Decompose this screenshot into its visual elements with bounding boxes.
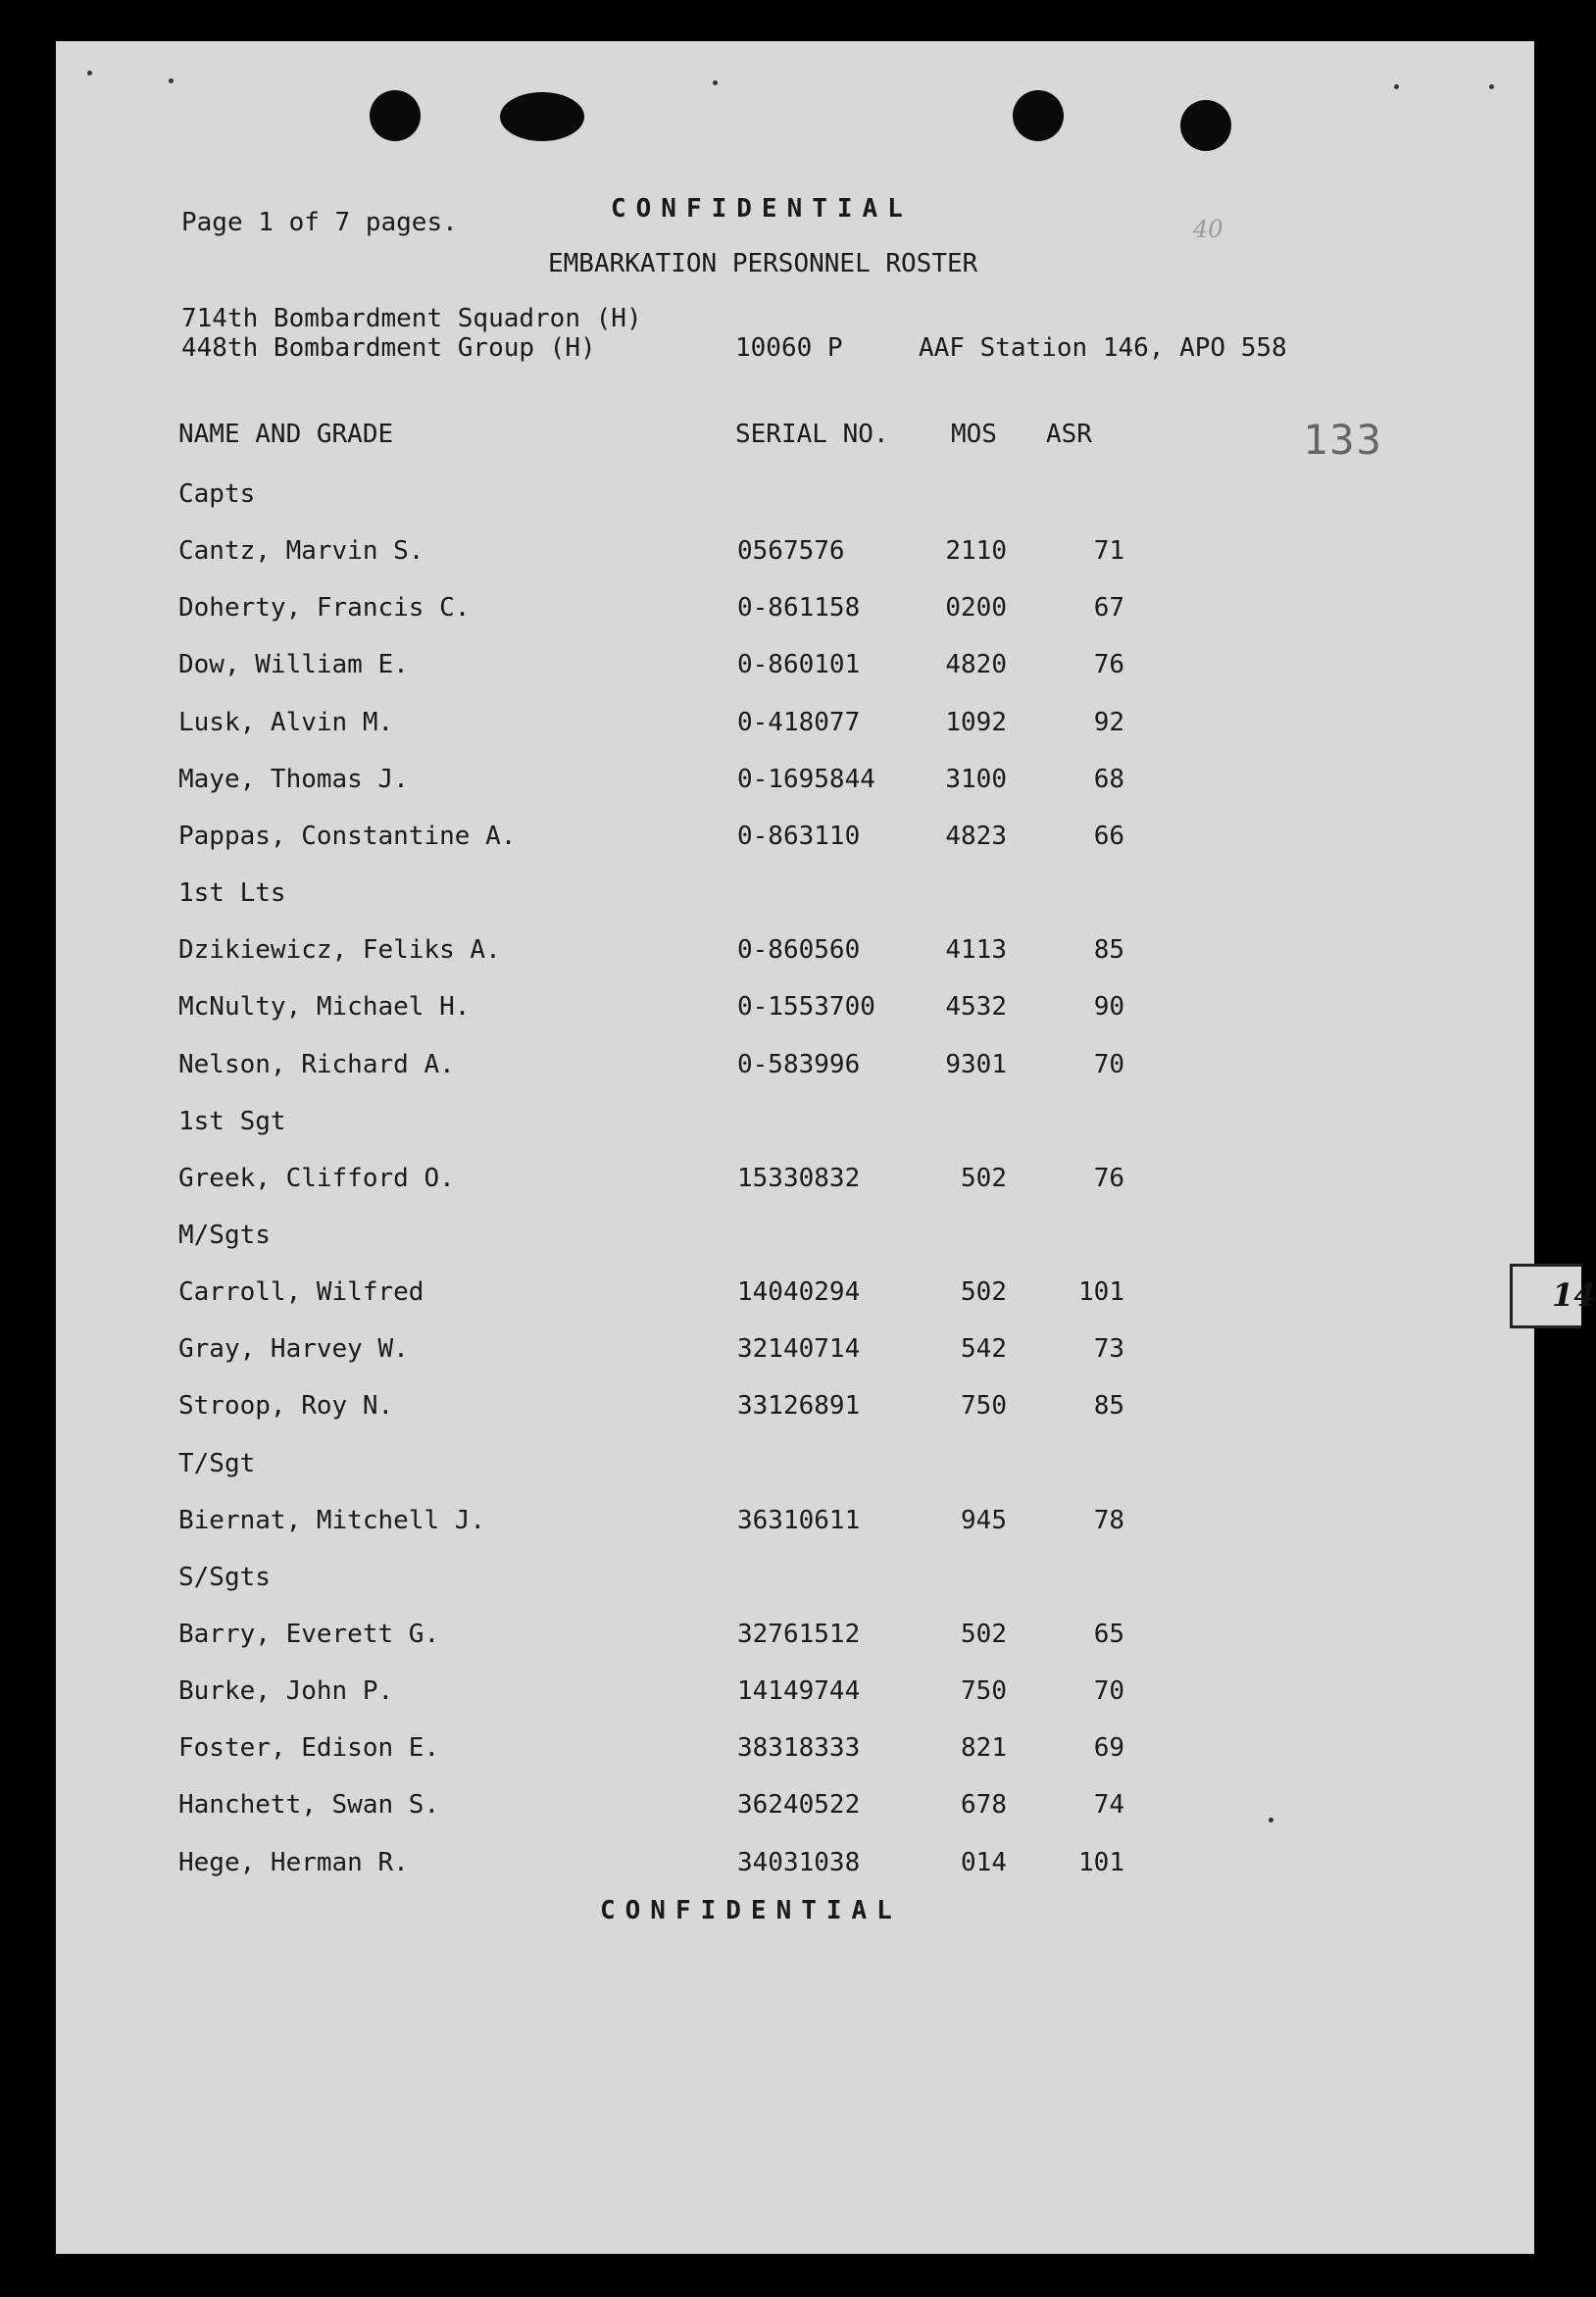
grade-group-heading	[56, 1563, 1534, 1592]
punch-hole	[370, 90, 421, 141]
stamp-number: 133	[1303, 416, 1383, 464]
serial-cell: 0-861158	[737, 593, 861, 623]
header-asr: ASR	[1046, 420, 1092, 449]
punch-hole	[500, 92, 584, 141]
asr-cell: 78	[1093, 1506, 1124, 1535]
grade-label: T/Sgt	[178, 1449, 256, 1478]
name-cell: Greek, Clifford O.	[178, 1164, 455, 1193]
header-serial: SERIAL NO.	[735, 420, 889, 449]
name-cell: Hege, Herman R.	[178, 1848, 409, 1877]
speck	[169, 78, 174, 83]
asr-cell: 76	[1093, 650, 1124, 679]
mos-cell: 014	[961, 1848, 1007, 1877]
serial-cell: 33126891	[737, 1391, 861, 1421]
name-cell: Dzikiewicz, Feliks A.	[178, 935, 501, 965]
tab-mark: 14	[1552, 1276, 1596, 1314]
table-row	[56, 1164, 1534, 1193]
serial-cell: 36310611	[737, 1506, 861, 1535]
mos-cell: 945	[961, 1506, 1007, 1535]
name-cell: Burke, John P.	[178, 1676, 394, 1706]
table-row	[56, 650, 1534, 679]
unit-group: 448th Bombardment Group (H)	[181, 333, 596, 363]
page-label: Page 1 of 7 pages.	[181, 208, 458, 237]
table-row	[56, 1676, 1534, 1706]
index-tab	[1510, 1264, 1596, 1328]
grade-group-heading	[56, 479, 1534, 509]
name-cell: Maye, Thomas J.	[178, 765, 409, 794]
mos-cell: 1092	[945, 708, 1007, 737]
mos-cell: 750	[961, 1676, 1007, 1706]
name-cell: Carroll, Wilfred	[178, 1277, 424, 1307]
serial-cell: 32140714	[737, 1334, 861, 1364]
mos-cell: 821	[961, 1733, 1007, 1763]
asr-cell: 90	[1093, 992, 1124, 1022]
punch-hole	[1180, 100, 1231, 151]
speck	[713, 80, 718, 85]
name-cell: Foster, Edison E.	[178, 1733, 440, 1763]
classification-bottom: CONFIDENTIAL	[600, 1896, 902, 1925]
grade-group-heading	[56, 1221, 1534, 1250]
mos-cell: 3100	[945, 765, 1007, 794]
serial-cell: 0-583996	[737, 1050, 861, 1079]
grade-label: Capts	[178, 479, 256, 509]
serial-cell: 38318333	[737, 1733, 861, 1763]
asr-cell: 101	[1078, 1848, 1124, 1877]
header-name-grade: NAME AND GRADE	[178, 420, 394, 449]
serial-cell: 36240522	[737, 1790, 861, 1820]
grade-label: M/Sgts	[178, 1221, 271, 1250]
grade-group-heading	[56, 1107, 1534, 1136]
mos-cell: 4823	[945, 822, 1007, 851]
name-cell: Stroop, Roy N.	[178, 1391, 394, 1421]
table-row	[56, 1050, 1534, 1079]
mos-cell: 4820	[945, 650, 1007, 679]
asr-cell: 67	[1093, 593, 1124, 623]
asr-cell: 69	[1093, 1733, 1124, 1763]
serial-cell: 0567576	[737, 536, 845, 566]
name-cell: Pappas, Constantine A.	[178, 822, 517, 851]
mos-cell: 4113	[945, 935, 1007, 965]
pencil-note: 40	[1193, 216, 1223, 243]
speck	[1394, 84, 1399, 89]
asr-cell: 70	[1093, 1050, 1124, 1079]
name-cell: Doherty, Francis C.	[178, 593, 471, 623]
serial-cell: 0-863110	[737, 822, 861, 851]
name-cell: McNulty, Michael H.	[178, 992, 471, 1022]
name-cell: Cantz, Marvin S.	[178, 536, 424, 566]
speck	[87, 71, 92, 75]
table-row	[56, 1790, 1534, 1820]
mos-cell: 750	[961, 1391, 1007, 1421]
serial-cell: 0-860101	[737, 650, 861, 679]
table-row	[56, 1620, 1534, 1649]
name-cell: Biernat, Mitchell J.	[178, 1506, 486, 1535]
grade-group-heading	[56, 878, 1534, 908]
table-row	[56, 935, 1534, 965]
name-cell: Gray, Harvey W.	[178, 1334, 409, 1364]
name-cell: Nelson, Richard A.	[178, 1050, 455, 1079]
mos-cell: 4532	[945, 992, 1007, 1022]
grade-label: 1st Sgt	[178, 1107, 286, 1136]
mos-cell: 2110	[945, 536, 1007, 566]
table-row	[56, 708, 1534, 737]
roster-title: EMBARKATION PERSONNEL ROSTER	[548, 249, 978, 278]
unit-station: AAF Station 146, APO 558	[919, 333, 1287, 363]
table-row	[56, 992, 1534, 1022]
asr-cell: 71	[1093, 536, 1124, 566]
serial-cell: 0-860560	[737, 935, 861, 965]
grade-label: 1st Lts	[178, 878, 286, 908]
table-row	[56, 1334, 1534, 1364]
punch-hole	[1013, 90, 1064, 141]
table-row	[56, 593, 1534, 623]
name-cell: Dow, William E.	[178, 650, 409, 679]
name-cell: Barry, Everett G.	[178, 1620, 440, 1649]
mos-cell: 9301	[945, 1050, 1007, 1079]
asr-cell: 85	[1093, 935, 1124, 965]
serial-cell: 0-418077	[737, 708, 861, 737]
serial-cell: 34031038	[737, 1848, 861, 1877]
document-page	[56, 41, 1596, 2254]
asr-cell: 73	[1093, 1334, 1124, 1364]
grade-group-heading	[56, 1449, 1534, 1478]
classification-top: CONFIDENTIAL	[611, 194, 913, 224]
asr-cell: 76	[1093, 1164, 1124, 1193]
asr-cell: 70	[1093, 1676, 1124, 1706]
asr-cell: 68	[1093, 765, 1124, 794]
grade-label: S/Sgts	[178, 1563, 271, 1592]
asr-cell: 66	[1093, 822, 1124, 851]
asr-cell: 101	[1078, 1277, 1124, 1307]
mos-cell: 0200	[945, 593, 1007, 623]
asr-cell: 92	[1093, 708, 1124, 737]
asr-cell: 74	[1093, 1790, 1124, 1820]
unit-code: 10060 P	[735, 333, 843, 363]
mos-cell: 542	[961, 1334, 1007, 1364]
mos-cell: 502	[961, 1620, 1007, 1649]
asr-cell: 65	[1093, 1620, 1124, 1649]
asr-cell: 85	[1093, 1391, 1124, 1421]
serial-cell: 15330832	[737, 1164, 861, 1193]
serial-cell: 0-1695844	[737, 765, 875, 794]
table-row	[56, 536, 1534, 566]
mos-cell: 678	[961, 1790, 1007, 1820]
table-row	[56, 822, 1534, 851]
table-row	[56, 1277, 1534, 1307]
serial-cell: 14040294	[737, 1277, 861, 1307]
serial-cell: 14149744	[737, 1676, 861, 1706]
table-row	[56, 1733, 1534, 1763]
mos-cell: 502	[961, 1164, 1007, 1193]
header-mos: MOS	[951, 420, 997, 449]
table-row	[56, 1506, 1534, 1535]
table-row	[56, 765, 1534, 794]
name-cell: Lusk, Alvin M.	[178, 708, 394, 737]
serial-cell: 32761512	[737, 1620, 861, 1649]
table-row	[56, 1848, 1534, 1877]
table-row	[56, 1391, 1534, 1421]
name-cell: Hanchett, Swan S.	[178, 1790, 440, 1820]
speck	[1489, 84, 1494, 89]
mos-cell: 502	[961, 1277, 1007, 1307]
unit-squadron: 714th Bombardment Squadron (H)	[181, 304, 642, 333]
serial-cell: 0-1553700	[737, 992, 875, 1022]
